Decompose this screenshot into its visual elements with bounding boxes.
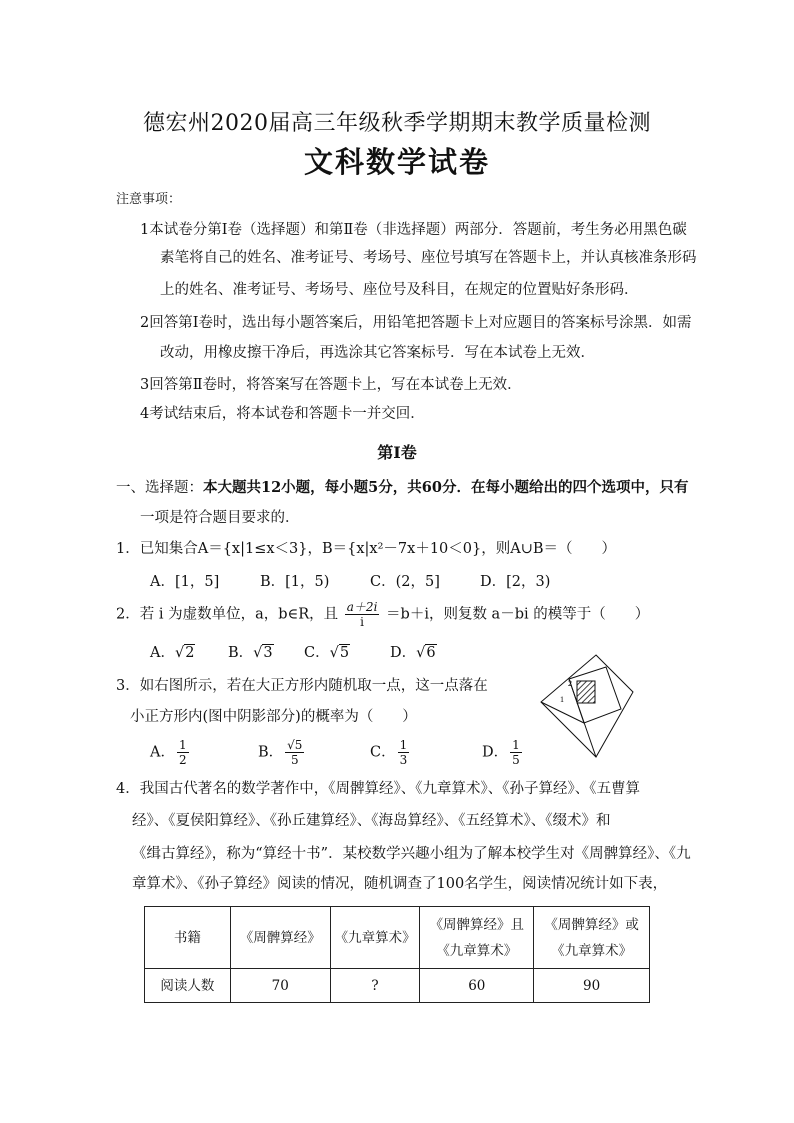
q2-stem-end: ＝b＋i，则复数 a－bi 的模等于（ ） [386, 606, 650, 623]
q2-option-d-label: D． [390, 645, 417, 661]
q2-option-a-label: A． [150, 645, 175, 661]
notice-item-1-line-1: 1本试卷分第Ⅰ卷（选择题）和第Ⅱ卷（非选择题）两部分．答题前，考生务必用黑色碳 [140, 222, 687, 238]
q3-option-b-num: √5 [287, 738, 303, 752]
q3-option-b-den: 5 [290, 753, 299, 767]
exam-title-line2: 文科数学试卷 [303, 145, 490, 179]
table-header-zhoubi: 《周髀算经》 [230, 907, 330, 969]
table-header-or-line2: 《九章算术》 [551, 942, 633, 959]
shaded-small-square [577, 681, 595, 703]
q2-option-d-radicand: 6 [426, 645, 436, 661]
q4-line-4: 章算术》、《孙子算经》阅读的情况，随机调查了100名学生，阅读情况统计如下表， [132, 876, 668, 892]
q2-option-b [228, 644, 274, 662]
q2-option-c [304, 644, 350, 662]
part1-instructions: 本大题共12小题，每小题5分，共60分．在每小题给出的四个选项中，只有 [203, 479, 689, 496]
q2-stem [116, 600, 649, 629]
figure-label-1: 1 [560, 695, 564, 704]
q3-option-b-fraction [285, 738, 304, 767]
q3-option-a-den: 2 [178, 753, 187, 767]
q3-option-b [258, 738, 306, 767]
table-header-and-line2: 《九章算术》 [436, 942, 518, 959]
notice-label: 注意事项： [116, 192, 182, 207]
table-header-books: 书籍 [145, 907, 231, 969]
section-title: 第Ⅰ卷 [377, 443, 417, 462]
q2-fraction [345, 600, 380, 629]
q3-option-a-num: 1 [178, 738, 187, 752]
q1-stem: 1．已知集合A＝{x|1≤x＜3}，B＝{x|x²－7x＋10＜0}，则A∪B＝（ ） [116, 541, 617, 557]
table-cell-or: 90 [534, 969, 650, 1003]
table-cell-zhoubi: 70 [230, 969, 330, 1003]
q3-option-a-fraction [177, 738, 189, 767]
notice-item-2-line-2: 改动，用橡皮擦干净后，再选涂其它答案标号．写在本试卷上无效． [160, 345, 595, 361]
q3-option-a [150, 738, 191, 767]
q3-option-d-fraction [510, 738, 522, 767]
sqrt-sign-icon: √3 [253, 645, 273, 661]
q4-line-1: 4．我国古代著名的数学著作中，《周髀算经》、《九章算术》、《孙子算经》、《五曹算 [116, 781, 640, 797]
q2-fraction-denominator: i [360, 615, 365, 629]
q3-option-c-num: 1 [399, 738, 408, 752]
q3-stem-line2: 小正方形内(图中阴影部分)的概率为（ ） [130, 709, 417, 725]
q3-option-c-fraction [398, 738, 410, 767]
table-header-or [534, 907, 650, 969]
part1-intro-line1 [116, 479, 688, 497]
sqrt-sign-icon: √2 [174, 645, 195, 661]
q3-option-d-den: 5 [512, 753, 520, 767]
notice-item-1-line-2: 素笔将自己的姓名、准考证号、考场号、座位号填写在答题卡上，并认真核准条形码 [160, 250, 697, 266]
outer-square [541, 655, 633, 757]
q4-line-2: 经》、《夏侯阳算经》、《孙丘建算经》、《海岛算经》、《五经算术》、《缀术》和 [132, 813, 611, 829]
q1-option-a: A．[1，5] [150, 574, 220, 590]
q3-option-d-label: D． [482, 744, 509, 761]
table-row [145, 969, 650, 1003]
q4-line-3: 《缉古算经》，称为“算经十书”．某校数学兴趣小组为了解本校学生对《周髀算经》、《九 [132, 846, 691, 862]
q3-option-a-label: A． [150, 744, 175, 761]
exam-title-line1: 德宏州2020届高三年级秋季学期期末教学质量检测 [143, 111, 651, 136]
part1-intro-line2: 一项是符合题目要求的． [140, 510, 300, 526]
q3-option-d [482, 738, 524, 767]
figure-label-2: 2 [568, 679, 572, 688]
table-header-and-line1: 《周髀算经》且 [429, 916, 525, 933]
notice-item-2-line-1: 2回答第Ⅰ卷时，选出每小题答案后，用铅笔把答题卡上对应题目的答案标号涂黑．如需 [140, 315, 692, 331]
sqrt-sign-icon: √5 [329, 645, 350, 661]
part1-label: 一、选择题： [116, 480, 203, 496]
table-header-or-line1: 《周髀算经》或 [544, 916, 639, 933]
table-row [145, 907, 650, 969]
sqrt-sign-icon: √6 [416, 645, 436, 661]
q3-option-b-label: B． [258, 744, 284, 761]
q3-option-c-label: C． [370, 744, 396, 761]
q2-stem-start: 2．若 i 为虚数单位，a，b∈R，且 [116, 606, 339, 623]
table-cell-jiuzhang: ? [330, 969, 420, 1003]
table-header-jiuzhang: 《九章算术》 [330, 907, 420, 969]
notice-item-4: 4考试结束后，将本试卷和答题卡一并交回． [140, 406, 425, 422]
q3-stem-line1: 3．如右图所示，若在大正方形内随机取一点，这一点落在 [116, 678, 488, 694]
q3-option-c-den: 3 [399, 753, 408, 767]
notice-item-3: 3回答第Ⅱ卷时，将答案写在答题卡上，写在本试卷上无效． [140, 377, 522, 393]
q3-option-d-num: 1 [512, 738, 520, 752]
table-cell-and: 60 [420, 969, 534, 1003]
q2-option-b-radicand: 3 [263, 645, 273, 661]
q2-option-d [390, 644, 437, 662]
reading-stats-table [144, 906, 650, 1003]
q2-option-a [150, 644, 195, 662]
q2-option-b-label: B． [228, 645, 254, 661]
q2-option-c-radicand: 5 [339, 645, 350, 661]
q2-fraction-numerator: a＋2i [346, 600, 378, 614]
q1-option-d: D．[2，3) [480, 574, 551, 590]
q1-option-b: B．[1，5) [260, 574, 330, 590]
q3-option-c [370, 738, 411, 767]
q1-option-c: C．(2，5] [370, 574, 440, 590]
table-row-label: 阅读人数 [145, 969, 231, 1003]
q3-nested-squares-figure [537, 651, 637, 761]
q2-option-a-radicand: 2 [185, 645, 195, 661]
q2-option-c-label: C． [304, 645, 330, 661]
table-header-and [420, 907, 534, 969]
notice-item-1-line-3: 上的姓名、准考证号、考场号、座位号及科目，在规定的位置贴好条形码． [160, 282, 639, 298]
